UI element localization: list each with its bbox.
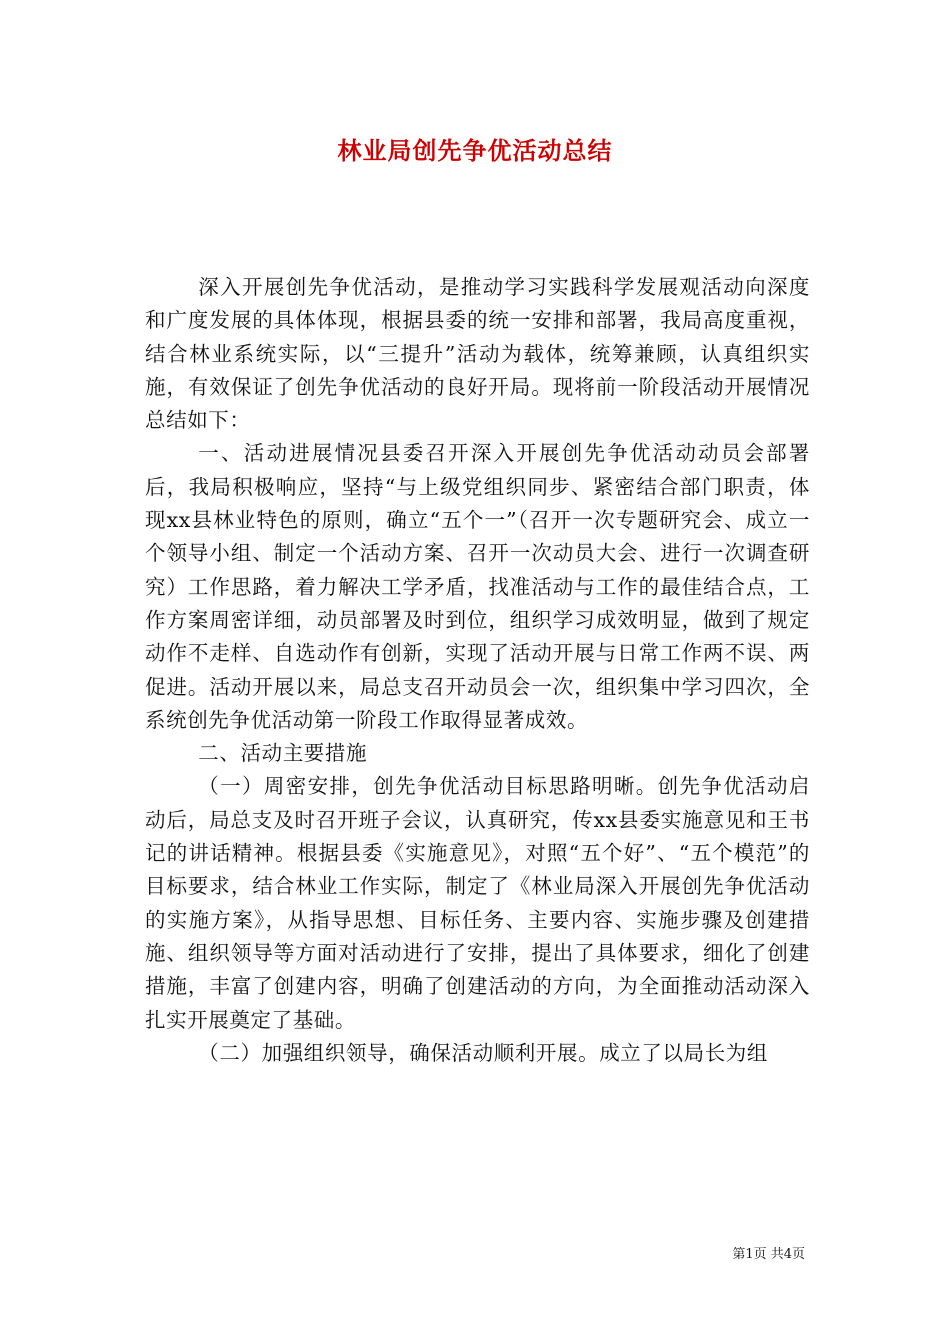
paragraph-subsection-1: （一）周密安排，创先争优活动目标思路明晰。创先争优活动启动后，局总支及时召开班子会议，认真研究，传xx县委实施意见和王书记的讲话精神。根据县委《实施意见》，对照“五个好”、“五个模范”的目标要求，结合林业工作实际，制定了《林业局深入开展创先争优活动的实施方案》，从指导思想、目标任务、主要内容、实施步骤及创建措施、组织领导等方面对活动进行了安排，提出了具体要求，细化了创建措施，丰富了创建内容，明确了创建活动的方向，为全面推动活动深入扎实开展奠定了基础。 [145, 774, 810, 1032]
document-body [145, 271, 810, 1070]
paragraph-intro: 深入开展创先争优活动，是推动学习实践科学发展观活动向深度和广度发展的具体体现，根据县委的统一安排和部署，我局高度重视，结合林业系统实际，以“三提升”活动为载体，统筹兼顾，认真组织实施，有效保证了创先争优活动的良好开局。现将前一阶段活动开展情况总结如下： [145, 275, 810, 433]
paragraph-subsection-2: （二）加强组织领导，确保活动顺利开展。成立了以局长为组 [198, 1040, 768, 1065]
page-number: 第1页 共4页 [732, 1247, 805, 1262]
paragraph-section-1: 一、活动进展情况县委召开深入开展创先争优活动动员会部署后，我局积极响应，坚持“与上级党组织同步、紧密结合部门职责，体现xx县林业特色的原则，确立“五个一”（召开一次专题研究会、成立一个领导小组、制定一个活动方案、召开一次动员大会、进行一次调查研究）工作思路，着力解决工学矛盾，找准活动与工作的最佳结合点，工作方案周密详细，动员部署及时到位，组织学习成效明显，做到了规定动作不走样、自选动作有创新，实现了活动开展与日常工作两不误、两促进。活动开展以来，局总支召开动员会一次，组织集中学习四次，全系统创先争优活动第一阶段工作取得显著成效。 [145, 441, 810, 732]
paragraph-section-2-heading: 二、活动主要措施 [198, 741, 368, 766]
document-title: 林业局创先争优活动总结 [337, 136, 613, 165]
